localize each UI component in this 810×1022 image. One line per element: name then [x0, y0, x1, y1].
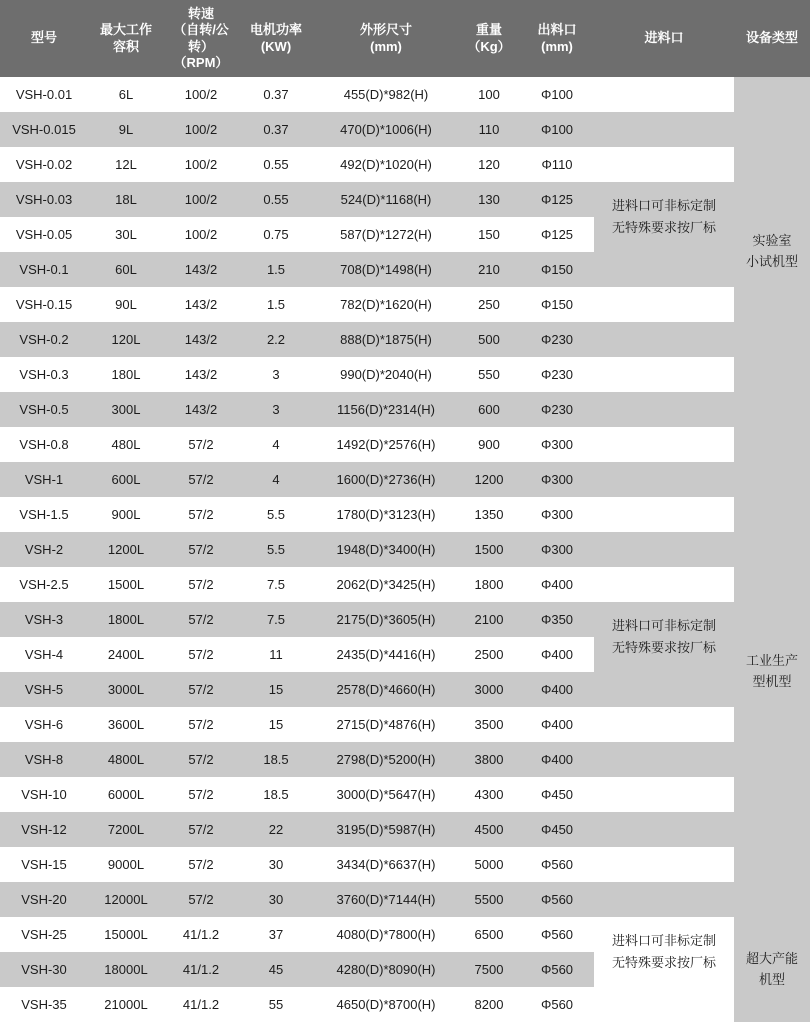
cell-volume: 9000L: [88, 847, 164, 882]
cell-outlet: Φ400: [520, 742, 594, 777]
column-header-4: [314, 0, 458, 77]
cell-weight: 3500: [458, 707, 520, 742]
equipment-type-line: 型机型: [752, 674, 792, 689]
equipment-type-line: 工业生产: [745, 653, 798, 669]
cell-inlet-empty: [594, 392, 734, 427]
cell-volume: 6000L: [88, 777, 164, 812]
cell-dim: 2715(D)*4876(H): [314, 707, 458, 742]
cell-rpm: 57/2: [164, 847, 238, 882]
cell-volume: 300L: [88, 392, 164, 427]
cell-outlet: Φ560: [520, 882, 594, 917]
column-header-line: 进料口: [644, 30, 684, 46]
cell-rpm: 41/1.2: [164, 917, 238, 952]
cell-volume: 4800L: [88, 742, 164, 777]
cell-rpm: 57/2: [164, 567, 238, 602]
cell-dim: 3760(D)*7144(H): [314, 882, 458, 917]
cell-weight: 1350: [458, 497, 520, 532]
cell-model: VSH-0.1: [0, 252, 88, 287]
cell-dim: 708(D)*1498(H): [314, 252, 458, 287]
cell-dim: 2578(D)*4660(H): [314, 672, 458, 707]
column-header-2: [164, 0, 238, 77]
cell-inlet-empty: [594, 497, 734, 532]
inlet-note-line: 无特殊要求按厂标: [611, 640, 716, 655]
cell-dim: 2062(D)*3425(H): [314, 567, 458, 602]
column-header-line: 转速: [187, 6, 214, 21]
column-header-6: [520, 0, 594, 77]
cell-rpm: 57/2: [164, 882, 238, 917]
cell-dim: 1600(D)*2736(H): [314, 462, 458, 497]
table-row: [0, 77, 810, 112]
cell-weight: 250: [458, 287, 520, 322]
table-row: [0, 882, 810, 917]
cell-rpm: 57/2: [164, 602, 238, 637]
table-row: [0, 147, 810, 182]
cell-dim: 587(D)*1272(H): [314, 217, 458, 252]
cell-weight: 550: [458, 357, 520, 392]
cell-dim: 455(D)*982(H): [314, 77, 458, 112]
cell-kw: 55: [238, 987, 314, 1022]
cell-rpm: 100/2: [164, 182, 238, 217]
cell-volume: 120L: [88, 322, 164, 357]
cell-dim: 1780(D)*3123(H): [314, 497, 458, 532]
cell-model: VSH-0.8: [0, 427, 88, 462]
cell-weight: 8200: [458, 987, 520, 1022]
table-row: [0, 462, 810, 497]
cell-dim: 492(D)*1020(H): [314, 147, 458, 182]
cell-model: VSH-10: [0, 777, 88, 812]
cell-kw: 0.55: [238, 147, 314, 182]
cell-inlet-empty: [594, 147, 734, 182]
cell-dim: 3000(D)*5647(H): [314, 777, 458, 812]
table-row: [0, 672, 810, 707]
column-header-line: (mm): [370, 38, 402, 54]
table-row: [0, 532, 810, 567]
cell-weight: 130: [458, 182, 520, 217]
cell-volume: 2400L: [88, 637, 164, 672]
cell-volume: 21000L: [88, 987, 164, 1022]
cell-dim: 3195(D)*5987(H): [314, 812, 458, 847]
cell-outlet: Φ230: [520, 322, 594, 357]
inlet-note-line: 进料口可非标定制: [611, 932, 716, 948]
cell-rpm: 143/2: [164, 252, 238, 287]
cell-model: VSH-0.03: [0, 182, 88, 217]
cell-inlet-empty: [594, 287, 734, 322]
cell-weight: 2500: [458, 637, 520, 672]
cell-rpm: 57/2: [164, 427, 238, 462]
cell-kw: 37: [238, 917, 314, 952]
cell-equipment-type: [734, 917, 810, 1022]
column-header-line: 容积: [112, 38, 139, 54]
cell-volume: 600L: [88, 462, 164, 497]
cell-inlet-empty: [594, 77, 734, 112]
equipment-type-line: 机型: [758, 971, 785, 987]
cell-kw: 15: [238, 707, 314, 742]
cell-weight: 1500: [458, 532, 520, 567]
cell-equipment-type: [734, 77, 810, 427]
inlet-note-line: 进料口可非标定制: [611, 617, 716, 633]
cell-model: VSH-1: [0, 462, 88, 497]
cell-inlet-empty: [594, 742, 734, 777]
cell-outlet: Φ300: [520, 462, 594, 497]
inlet-note-line: 无特殊要求按厂标: [611, 220, 716, 235]
cell-model: VSH-25: [0, 917, 88, 952]
cell-weight: 120: [458, 147, 520, 182]
cell-outlet: Φ230: [520, 357, 594, 392]
cell-kw: 2.2: [238, 322, 314, 357]
cell-volume: 1500L: [88, 567, 164, 602]
cell-volume: 3000L: [88, 672, 164, 707]
cell-weight: 3800: [458, 742, 520, 777]
cell-kw: 4: [238, 427, 314, 462]
cell-rpm: 57/2: [164, 637, 238, 672]
table-body: [0, 77, 810, 1022]
cell-dim: 990(D)*2040(H): [314, 357, 458, 392]
cell-inlet-empty: [594, 462, 734, 497]
cell-inlet-empty: [594, 777, 734, 812]
cell-inlet-note: [594, 602, 734, 672]
cell-rpm: 41/1.2: [164, 952, 238, 987]
cell-rpm: 57/2: [164, 812, 238, 847]
cell-kw: 18.5: [238, 777, 314, 812]
column-header-0: [0, 0, 88, 77]
cell-volume: 1800L: [88, 602, 164, 637]
column-header-line: （Kg）: [467, 38, 511, 54]
cell-inlet-empty: [594, 672, 734, 707]
cell-dim: 2798(D)*5200(H): [314, 742, 458, 777]
column-header-line: 外形尺寸: [359, 22, 412, 38]
cell-model: VSH-2: [0, 532, 88, 567]
cell-kw: 5.5: [238, 532, 314, 567]
inlet-note-line: 无特殊要求按厂标: [611, 955, 716, 970]
cell-dim: 888(D)*1875(H): [314, 322, 458, 357]
cell-inlet-empty: [594, 812, 734, 847]
column-header-line: 电机功率: [249, 22, 302, 38]
cell-volume: 90L: [88, 287, 164, 322]
cell-inlet-empty: [594, 252, 734, 287]
cell-outlet: Φ450: [520, 777, 594, 812]
cell-dim: 524(D)*1168(H): [314, 182, 458, 217]
cell-rpm: 57/2: [164, 742, 238, 777]
column-header-5: [458, 0, 520, 77]
cell-outlet: Φ100: [520, 112, 594, 147]
cell-dim: 2435(D)*4416(H): [314, 637, 458, 672]
table-header: [0, 0, 810, 77]
cell-inlet-note: [594, 182, 734, 252]
cell-kw: 1.5: [238, 252, 314, 287]
cell-kw: 30: [238, 882, 314, 917]
cell-volume: 7200L: [88, 812, 164, 847]
table-row: [0, 917, 810, 952]
column-header-line: (KW): [260, 38, 292, 54]
cell-volume: 18000L: [88, 952, 164, 987]
cell-rpm: 57/2: [164, 707, 238, 742]
table-row: [0, 322, 810, 357]
table-row: [0, 602, 810, 637]
cell-kw: 30: [238, 847, 314, 882]
table-row: [0, 777, 810, 812]
table-row: [0, 252, 810, 287]
cell-volume: 480L: [88, 427, 164, 462]
cell-outlet: Φ560: [520, 987, 594, 1022]
cell-rpm: 100/2: [164, 112, 238, 147]
cell-rpm: 143/2: [164, 287, 238, 322]
column-header-3: [238, 0, 314, 77]
cell-kw: 45: [238, 952, 314, 987]
equipment-type-line: 超大产能: [745, 950, 798, 966]
cell-model: VSH-12: [0, 812, 88, 847]
cell-outlet: Φ300: [520, 497, 594, 532]
column-header-line: 重量: [475, 22, 502, 38]
table-row: [0, 497, 810, 532]
cell-rpm: 57/2: [164, 497, 238, 532]
cell-volume: 6L: [88, 77, 164, 112]
cell-dim: 4080(D)*7800(H): [314, 917, 458, 952]
cell-outlet: Φ560: [520, 847, 594, 882]
cell-kw: 7.5: [238, 567, 314, 602]
table-row: [0, 567, 810, 602]
cell-inlet-note: [594, 917, 734, 987]
cell-weight: 900: [458, 427, 520, 462]
cell-rpm: 100/2: [164, 77, 238, 112]
table-row: [0, 357, 810, 392]
cell-weight: 1800: [458, 567, 520, 602]
cell-rpm: 100/2: [164, 217, 238, 252]
column-header-line: （自转/公转）: [173, 22, 229, 54]
cell-model: VSH-3: [0, 602, 88, 637]
cell-kw: 3: [238, 357, 314, 392]
cell-outlet: Φ450: [520, 812, 594, 847]
cell-dim: 782(D)*1620(H): [314, 287, 458, 322]
cell-inlet-empty: [594, 847, 734, 882]
cell-volume: 900L: [88, 497, 164, 532]
cell-dim: 1156(D)*2314(H): [314, 392, 458, 427]
table-row: [0, 182, 810, 217]
cell-model: VSH-0.01: [0, 77, 88, 112]
cell-weight: 5000: [458, 847, 520, 882]
cell-outlet: Φ300: [520, 532, 594, 567]
cell-weight: 1200: [458, 462, 520, 497]
cell-rpm: 143/2: [164, 322, 238, 357]
cell-kw: 18.5: [238, 742, 314, 777]
column-header-line: 最大工作: [99, 22, 152, 38]
cell-weight: 100: [458, 77, 520, 112]
cell-outlet: Φ110: [520, 147, 594, 182]
column-header-7: [594, 0, 734, 77]
cell-rpm: 143/2: [164, 357, 238, 392]
cell-kw: 0.37: [238, 77, 314, 112]
cell-kw: 15: [238, 672, 314, 707]
cell-inlet-empty: [594, 707, 734, 742]
cell-outlet: Φ150: [520, 252, 594, 287]
cell-dim: 3434(D)*6637(H): [314, 847, 458, 882]
cell-weight: 4300: [458, 777, 520, 812]
cell-outlet: Φ300: [520, 427, 594, 462]
cell-weight: 600: [458, 392, 520, 427]
cell-model: VSH-0.3: [0, 357, 88, 392]
table-row: [0, 707, 810, 742]
table-row: [0, 392, 810, 427]
cell-model: VSH-2.5: [0, 567, 88, 602]
cell-kw: 4: [238, 462, 314, 497]
cell-weight: 500: [458, 322, 520, 357]
cell-model: VSH-20: [0, 882, 88, 917]
cell-volume: 12000L: [88, 882, 164, 917]
cell-weight: 5500: [458, 882, 520, 917]
cell-volume: 3600L: [88, 707, 164, 742]
cell-inlet-empty: [594, 322, 734, 357]
cell-weight: 2100: [458, 602, 520, 637]
cell-volume: 12L: [88, 147, 164, 182]
cell-kw: 0.75: [238, 217, 314, 252]
cell-inlet-empty: [594, 427, 734, 462]
cell-model: VSH-30: [0, 952, 88, 987]
cell-model: VSH-8: [0, 742, 88, 777]
cell-rpm: 57/2: [164, 532, 238, 567]
cell-volume: 15000L: [88, 917, 164, 952]
cell-weight: 6500: [458, 917, 520, 952]
cell-outlet: Φ400: [520, 637, 594, 672]
cell-rpm: 100/2: [164, 147, 238, 182]
cell-model: VSH-35: [0, 987, 88, 1022]
cell-volume: 1200L: [88, 532, 164, 567]
cell-model: VSH-0.2: [0, 322, 88, 357]
table-row: [0, 112, 810, 147]
cell-model: VSH-0.015: [0, 112, 88, 147]
cell-model: VSH-0.5: [0, 392, 88, 427]
column-header-line: 设备类型: [745, 30, 798, 46]
cell-volume: 60L: [88, 252, 164, 287]
cell-equipment-type: [734, 427, 810, 917]
cell-rpm: 41/1.2: [164, 987, 238, 1022]
cell-inlet-empty: [594, 357, 734, 392]
table-row: [0, 847, 810, 882]
column-header-8: [734, 0, 810, 77]
cell-inlet-empty: [594, 567, 734, 602]
cell-outlet: Φ100: [520, 77, 594, 112]
cell-rpm: 143/2: [164, 392, 238, 427]
cell-dim: 1492(D)*2576(H): [314, 427, 458, 462]
cell-outlet: Φ125: [520, 217, 594, 252]
cell-outlet: Φ350: [520, 602, 594, 637]
cell-volume: 9L: [88, 112, 164, 147]
cell-kw: 0.37: [238, 112, 314, 147]
column-header-line: 出料口: [537, 22, 577, 38]
cell-model: VSH-15: [0, 847, 88, 882]
cell-kw: 7.5: [238, 602, 314, 637]
table-row: [0, 427, 810, 462]
cell-dim: 2175(D)*3605(H): [314, 602, 458, 637]
table-row: [0, 812, 810, 847]
cell-dim: 4280(D)*8090(H): [314, 952, 458, 987]
cell-weight: 3000: [458, 672, 520, 707]
cell-outlet: Φ560: [520, 952, 594, 987]
cell-model: VSH-4: [0, 637, 88, 672]
column-header-line: 型号: [30, 30, 57, 46]
cell-dim: 4650(D)*8700(H): [314, 987, 458, 1022]
header-row: [0, 0, 810, 77]
table-row: [0, 742, 810, 777]
cell-volume: 180L: [88, 357, 164, 392]
cell-inlet-empty: [594, 112, 734, 147]
table-row: [0, 987, 810, 1022]
cell-outlet: Φ400: [520, 672, 594, 707]
cell-volume: 30L: [88, 217, 164, 252]
cell-dim: 1948(D)*3400(H): [314, 532, 458, 567]
column-header-1: [88, 0, 164, 77]
cell-kw: 1.5: [238, 287, 314, 322]
cell-dim: 470(D)*1006(H): [314, 112, 458, 147]
cell-kw: 5.5: [238, 497, 314, 532]
cell-model: VSH-0.02: [0, 147, 88, 182]
cell-model: VSH-5: [0, 672, 88, 707]
cell-outlet: Φ400: [520, 707, 594, 742]
cell-kw: 22: [238, 812, 314, 847]
equipment-type-line: 小试机型: [745, 254, 798, 269]
cell-kw: 0.55: [238, 182, 314, 217]
cell-rpm: 57/2: [164, 777, 238, 812]
cell-weight: 210: [458, 252, 520, 287]
cell-model: VSH-1.5: [0, 497, 88, 532]
cell-inlet-empty: [594, 882, 734, 917]
cell-outlet: Φ230: [520, 392, 594, 427]
cell-outlet: Φ560: [520, 917, 594, 952]
cell-model: VSH-6: [0, 707, 88, 742]
cell-inlet-empty: [594, 532, 734, 567]
cell-kw: 11: [238, 637, 314, 672]
cell-inlet-empty: [594, 987, 734, 1022]
cell-kw: 3: [238, 392, 314, 427]
column-header-line: (mm): [541, 38, 573, 54]
cell-volume: 18L: [88, 182, 164, 217]
cell-outlet: Φ400: [520, 567, 594, 602]
cell-outlet: Φ150: [520, 287, 594, 322]
cell-model: VSH-0.15: [0, 287, 88, 322]
table-row: [0, 287, 810, 322]
cell-rpm: 57/2: [164, 672, 238, 707]
cell-rpm: 57/2: [164, 462, 238, 497]
cell-outlet: Φ125: [520, 182, 594, 217]
cell-weight: 4500: [458, 812, 520, 847]
cell-model: VSH-0.05: [0, 217, 88, 252]
equipment-type-line: 实验室: [752, 233, 792, 249]
cell-weight: 110: [458, 112, 520, 147]
inlet-note-line: 进料口可非标定制: [611, 197, 716, 213]
cell-weight: 150: [458, 217, 520, 252]
column-header-line: （RPM）: [173, 54, 229, 70]
cell-weight: 7500: [458, 952, 520, 987]
